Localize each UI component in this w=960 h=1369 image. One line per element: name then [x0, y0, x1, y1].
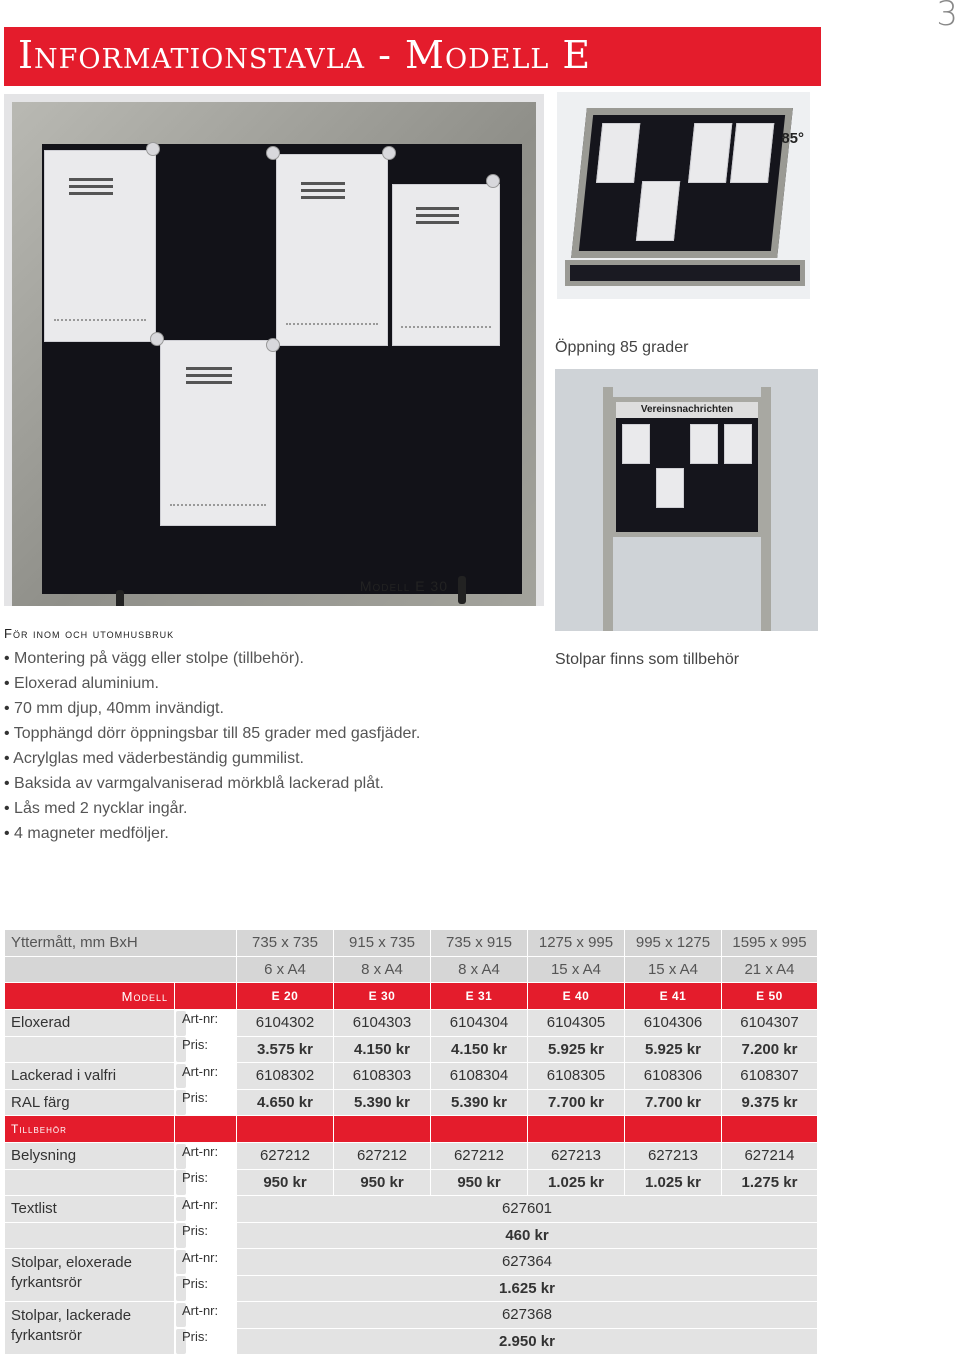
magnet-pin — [266, 338, 280, 352]
notice-paper — [160, 340, 276, 526]
price-label: Pris: — [175, 1169, 187, 1196]
product-photo-e30 — [4, 94, 544, 606]
features-heading: För inom och utomhusbruk — [4, 626, 175, 641]
notice-paper — [276, 154, 388, 346]
eloxerad-price-row — [5, 1036, 818, 1063]
photo-caption-stand: Stolpar finns som tillbehör — [555, 651, 740, 668]
open-lid — [571, 108, 793, 258]
price-cell: 950 kr — [431, 1169, 528, 1196]
row-label: Textlist — [5, 1196, 175, 1223]
price-cell: 4.650 kr — [237, 1089, 334, 1116]
board-backing — [42, 144, 522, 594]
capacity-cell: 15 x A4 — [528, 956, 625, 983]
art-cell: 6108306 — [625, 1063, 722, 1090]
price-cell: 1.625 kr — [237, 1275, 818, 1302]
stolpar-lackerade-art-row — [5, 1302, 818, 1329]
lackerad-price-row — [5, 1089, 818, 1116]
price-cell: 5.925 kr — [528, 1036, 625, 1063]
page-number: 3 — [936, 0, 958, 34]
price-cell: 5.925 kr — [625, 1036, 722, 1063]
stand-board-label: Vereinsnachrichten — [616, 402, 758, 418]
magnet-pin — [486, 174, 500, 188]
textlist-price-row — [5, 1222, 818, 1249]
capacity-cell: 8 x A4 — [431, 956, 528, 983]
price-cell: 950 kr — [237, 1169, 334, 1196]
board-base — [565, 260, 805, 286]
price-label: Pris: — [175, 1275, 187, 1302]
price-cell: 7.200 kr — [722, 1036, 818, 1063]
dimension-cell: 995 x 1275 — [625, 930, 722, 957]
capacity-cell: 8 x A4 — [334, 956, 431, 983]
price-cell: 5.390 kr — [431, 1089, 528, 1116]
notice-paper — [596, 123, 640, 183]
dimension-cell: 915 x 735 — [334, 930, 431, 957]
opening-angle-label: 85° — [781, 130, 804, 147]
art-nr-label: Art-nr: — [175, 1143, 187, 1170]
art-cell: 627601 — [237, 1196, 818, 1223]
price-cell: 7.700 kr — [528, 1089, 625, 1116]
feature-item: • Baksida av varmgalvaniserad mörkblå lackerad plåt. — [4, 771, 524, 796]
row-label: Stolpar, lackerade fyrkantsrör — [5, 1302, 175, 1355]
art-cell: 6104307 — [722, 1010, 818, 1037]
dimension-cell: 1275 x 995 — [528, 930, 625, 957]
price-cell: 4.150 kr — [431, 1036, 528, 1063]
features-list — [4, 646, 524, 846]
art-cell: 6108302 — [237, 1063, 334, 1090]
dimension-cell: 1595 x 995 — [722, 930, 818, 957]
art-cell: 627368 — [237, 1302, 818, 1329]
price-cell: 3.575 kr — [237, 1036, 334, 1063]
art-cell: 627213 — [625, 1143, 722, 1170]
product-photo-stand — [555, 369, 818, 631]
page-title: Informationstavla - Modell E — [18, 33, 592, 77]
art-cell: 6104302 — [237, 1010, 334, 1037]
price-cell: 9.375 kr — [722, 1089, 818, 1116]
textlist-art-row — [5, 1196, 818, 1223]
art-nr-label: Art-nr: — [175, 1196, 187, 1223]
art-cell: 627213 — [528, 1143, 625, 1170]
row-label: Eloxerad — [5, 1010, 175, 1037]
feature-item: • Montering på vägg eller stolpe (tillbehör). — [4, 646, 524, 671]
art-cell: 6104306 — [625, 1010, 722, 1037]
art-cell: 6104305 — [528, 1010, 625, 1037]
features-section — [4, 626, 524, 846]
art-nr-label: Art-nr: — [175, 1249, 187, 1276]
price-label: Pris: — [175, 1328, 187, 1355]
dimension-cell: 735 x 735 — [237, 930, 334, 957]
row-label: RAL färg — [5, 1089, 175, 1116]
belysning-art-row — [5, 1143, 818, 1170]
art-cell: 6108305 — [528, 1063, 625, 1090]
magnet-pin — [146, 142, 160, 156]
capacity-row — [5, 956, 818, 983]
price-cell: 1.025 kr — [528, 1169, 625, 1196]
price-cell: 2.950 kr — [237, 1328, 818, 1355]
magnet-pin — [150, 332, 164, 346]
model-cell: E 50 — [722, 983, 818, 1010]
price-cell: 7.700 kr — [625, 1089, 722, 1116]
price-cell: 1.025 kr — [625, 1169, 722, 1196]
art-cell: 6104304 — [431, 1010, 528, 1037]
notice-paper — [688, 123, 732, 183]
price-cell: 950 kr — [334, 1169, 431, 1196]
row-label: Lackerad i valfri — [5, 1063, 175, 1090]
notice-paper — [656, 468, 684, 508]
model-cell: E 31 — [431, 983, 528, 1010]
art-cell: 627212 — [431, 1143, 528, 1170]
magnet-pin — [266, 146, 280, 160]
photo-caption-model: Modell E 30 — [359, 578, 448, 594]
magnet-pin — [382, 146, 396, 160]
stand-board — [611, 397, 763, 537]
eloxerad-art-row — [5, 1010, 818, 1037]
feature-item: • Eloxerad aluminium. — [4, 671, 524, 696]
row-label: Belysning — [5, 1143, 175, 1170]
feature-item: • Acrylglas med väderbeständig gummilist. — [4, 746, 524, 771]
accessories-header-row — [5, 1116, 818, 1143]
notice-paper — [44, 150, 156, 342]
notice-paper — [724, 424, 752, 464]
model-cell: E 41 — [625, 983, 722, 1010]
art-cell: 6108304 — [431, 1063, 528, 1090]
feature-item: • Topphängd dörr öppningsbar till 85 grader med gasfjäder. — [4, 721, 524, 746]
accessories-label: Tillbehör — [5, 1116, 175, 1143]
art-nr-label: Art-nr: — [175, 1302, 187, 1329]
art-cell: 6108307 — [722, 1063, 818, 1090]
dimensions-row — [5, 930, 818, 957]
art-cell: 627212 — [334, 1143, 431, 1170]
price-cell: 5.390 kr — [334, 1089, 431, 1116]
model-cell: E 40 — [528, 983, 625, 1010]
model-cell: E 30 — [334, 983, 431, 1010]
dimension-cell: 735 x 915 — [431, 930, 528, 957]
spec-table — [4, 929, 818, 1355]
art-cell: 6108303 — [334, 1063, 431, 1090]
price-cell: 4.150 kr — [334, 1036, 431, 1063]
product-photo-open — [557, 92, 810, 299]
price-label: Pris: — [175, 1036, 187, 1063]
art-cell: 627212 — [237, 1143, 334, 1170]
dimensions-label: Yttermått, mm BxH — [5, 930, 237, 957]
price-cell: 460 kr — [237, 1222, 818, 1249]
price-label: Pris: — [175, 1089, 187, 1116]
row-label: Stolpar, eloxerade fyrkantsrör — [5, 1249, 175, 1302]
art-cell: 627364 — [237, 1249, 818, 1276]
capacity-cell: 15 x A4 — [625, 956, 722, 983]
model-cell: E 20 — [237, 983, 334, 1010]
lackerad-art-row — [5, 1063, 818, 1090]
notice-paper — [622, 424, 650, 464]
photo-caption-opening: Öppning 85 grader — [555, 339, 689, 356]
price-label: Pris: — [175, 1222, 187, 1249]
feature-item: • 4 magneter medföljer. — [4, 821, 524, 846]
capacity-cell: 6 x A4 — [237, 956, 334, 983]
price-cell: 1.275 kr — [722, 1169, 818, 1196]
art-nr-label: Art-nr: — [175, 1010, 187, 1037]
notice-paper — [636, 181, 680, 241]
lock-key-icon — [458, 576, 466, 604]
feature-item: • Lås med 2 nycklar ingår. — [4, 796, 524, 821]
capacity-cell: 21 x A4 — [722, 956, 818, 983]
notice-paper — [730, 123, 774, 183]
feature-item: • 70 mm djup, 40mm invändigt. — [4, 696, 524, 721]
model-header-row — [5, 983, 818, 1010]
lock-key-icon — [116, 590, 124, 606]
art-cell: 627214 — [722, 1143, 818, 1170]
board-frame — [12, 102, 536, 606]
art-nr-label: Art-nr: — [175, 1063, 187, 1090]
notice-paper — [392, 184, 500, 346]
title-bar — [4, 27, 821, 86]
art-cell: 6104303 — [334, 1010, 431, 1037]
stolpar-eloxerade-art-row — [5, 1249, 818, 1276]
model-label: Modell — [5, 983, 175, 1010]
notice-paper — [690, 424, 718, 464]
belysning-price-row — [5, 1169, 818, 1196]
